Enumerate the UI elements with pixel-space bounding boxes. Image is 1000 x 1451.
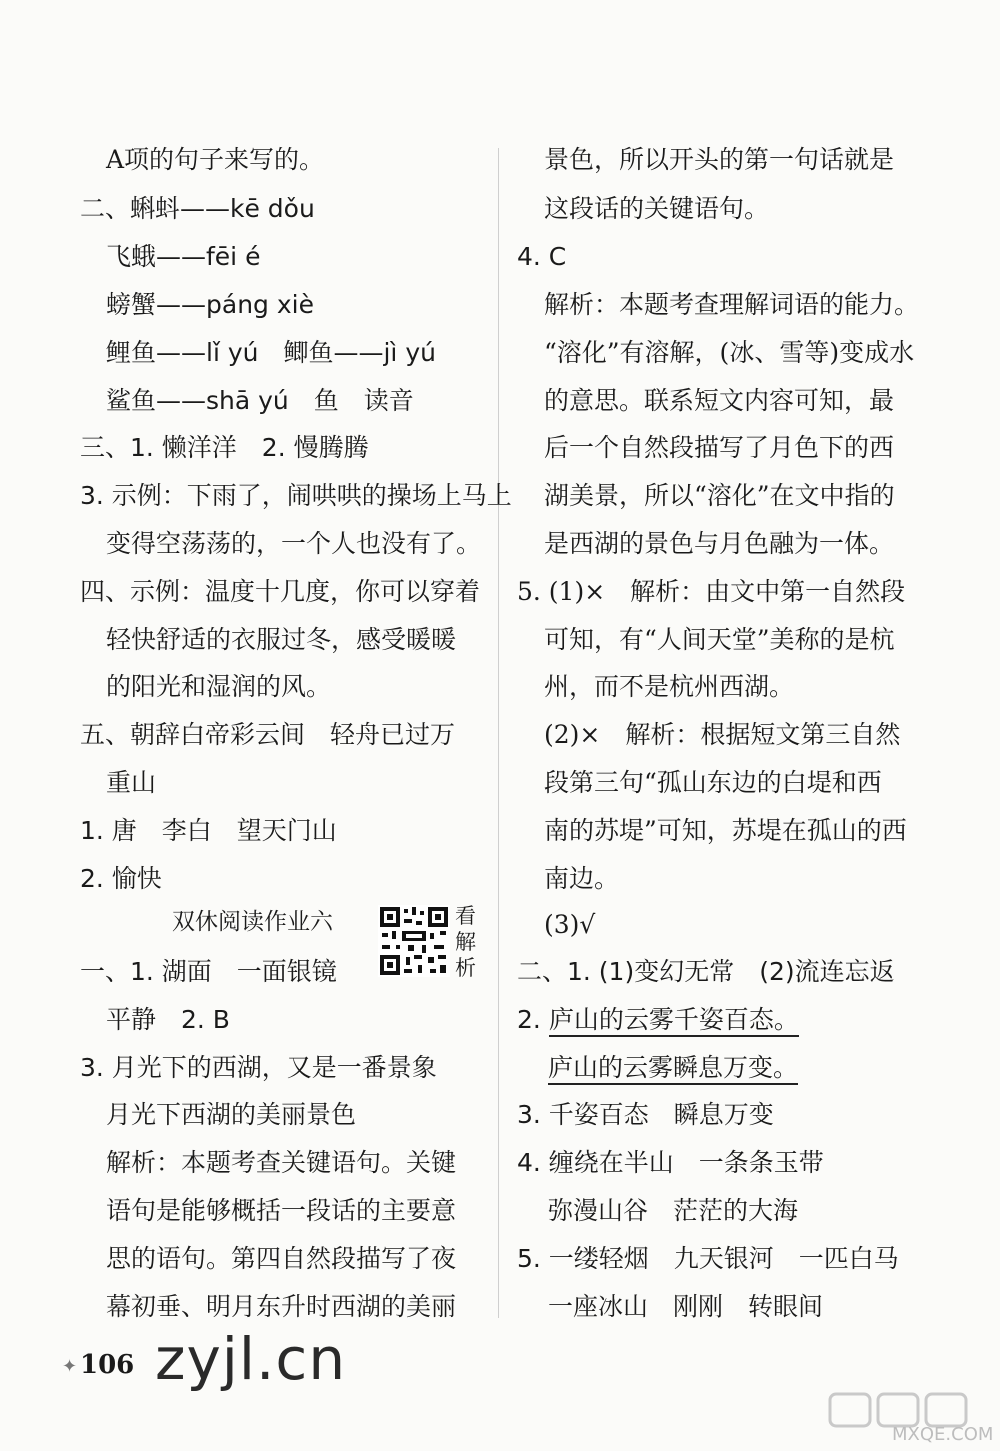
text-line: 3. 示例：下雨了，闹哄哄的操场上马上	[80, 481, 512, 510]
text-line: 景色，所以开头的第一句话就是	[544, 145, 895, 174]
text-line: 南边。	[544, 864, 620, 893]
text-line	[517, 1003, 799, 1037]
text-line: 5. (1)× 解析：由文中第一自然段	[517, 577, 906, 606]
text-line: 后一个自然段描写了月色下的西	[544, 433, 895, 462]
section-title: 双休阅读作业六	[172, 909, 333, 935]
item-number: 2.	[517, 1005, 541, 1034]
text-line: (3)√	[544, 910, 596, 939]
column-divider	[498, 148, 499, 1318]
text-line: “溶化”有溶解，(冰、雪等)变成水	[544, 338, 915, 367]
qr-code-icon[interactable]	[378, 905, 450, 977]
text-line: 四、示例：温度十几度，你可以穿着	[80, 577, 481, 606]
text-line: 轻快舒适的衣服过冬，感受暖暖	[106, 625, 457, 654]
underlined-sentence: 庐山的云雾瞬息万变。	[548, 1053, 798, 1085]
text-line: 鲨鱼——shā yú 鱼 读音	[106, 386, 414, 415]
text-line: 解析：本题考查关键语句。关键	[106, 1148, 457, 1177]
text-line: 湖美景，所以“溶化”在文中指的	[544, 481, 895, 510]
text-line: A项的句子来写的。	[106, 145, 325, 174]
text-line: 的意思。联系短文内容可知，最	[544, 386, 895, 415]
text-line: 3. 月光下的西湖，又是一番景象	[80, 1053, 437, 1082]
text-line: 一、1. 湖面 一面银镜	[80, 957, 337, 986]
text-line: 可知，有“人间天堂”美称的是杭	[544, 625, 895, 654]
page-number: 106	[80, 1350, 135, 1380]
text-line: 飞蛾——fēi é	[106, 242, 261, 271]
text-line: 5. 一缕轻烟 九天银河 一匹白马	[517, 1244, 899, 1273]
star-icon: ✦	[62, 1356, 78, 1377]
text-line: 3. 千姿百态 瞬息万变	[517, 1100, 774, 1129]
text-line: 解析：本题考查理解词语的能力。	[544, 290, 920, 319]
watermark: zyjl.cn	[155, 1325, 347, 1393]
text-line: 平静 2. B	[106, 1005, 230, 1034]
text-line: 语句是能够概括一段话的主要意	[106, 1196, 457, 1225]
text-line: 弥漫山谷 茫茫的大海	[548, 1196, 799, 1225]
text-line: (2)× 解析：根据短文第三自然	[544, 720, 901, 749]
text-line: 1. 唐 李白 望天门山	[80, 816, 337, 845]
text-line: 三、1. 懒洋洋 2. 慢腾腾	[80, 433, 369, 462]
text-line: 螃蟹——páng xiè	[106, 290, 314, 319]
text-line: 五、朝辞白帝彩云间 轻舟已过万	[80, 720, 456, 749]
text-line: 的阳光和湿润的风。	[106, 672, 332, 701]
text-line: 这段话的关键语句。	[544, 194, 770, 223]
text-line: 是西湖的景色与月色融为一体。	[544, 529, 895, 558]
qr-label: 看解析	[455, 904, 476, 980]
text-line: 4. 缠绕在半山 一条条玉带	[517, 1148, 824, 1177]
text-line: 4. C	[517, 242, 567, 271]
text-line: 变得空荡荡的，一个人也没有了。	[106, 529, 482, 558]
text-line: 思的语句。第四自然段描写了夜	[106, 1244, 457, 1273]
text-line: 州，而不是杭州西湖。	[544, 672, 795, 701]
text-line: 月光下西湖的美丽景色	[106, 1100, 357, 1129]
text-line: 南的苏堤”可知，苏堤在孤山的西	[544, 816, 907, 845]
text-line: 二、1. (1)变幻无常 (2)流连忘返	[517, 957, 895, 986]
stamp-text: MXQE.COM	[892, 1424, 994, 1445]
underlined-sentence: 庐山的云雾千姿百态。	[549, 1005, 799, 1037]
text-line: 段第三句“孤山东边的白堤和西	[544, 768, 882, 797]
text-line: 幕初垂、明月东升时西湖的美丽	[106, 1292, 457, 1321]
text-line: 鲤鱼——lǐ yú 鲫鱼——jì yú	[106, 338, 436, 367]
text-line: 2. 愉快	[80, 864, 162, 893]
text-line: 一座冰山 刚刚 转眼间	[548, 1292, 824, 1321]
text-line	[548, 1051, 798, 1085]
text-line: 二、蝌蚪——kē dǒu	[80, 194, 315, 223]
text-line: 重山	[106, 768, 157, 797]
